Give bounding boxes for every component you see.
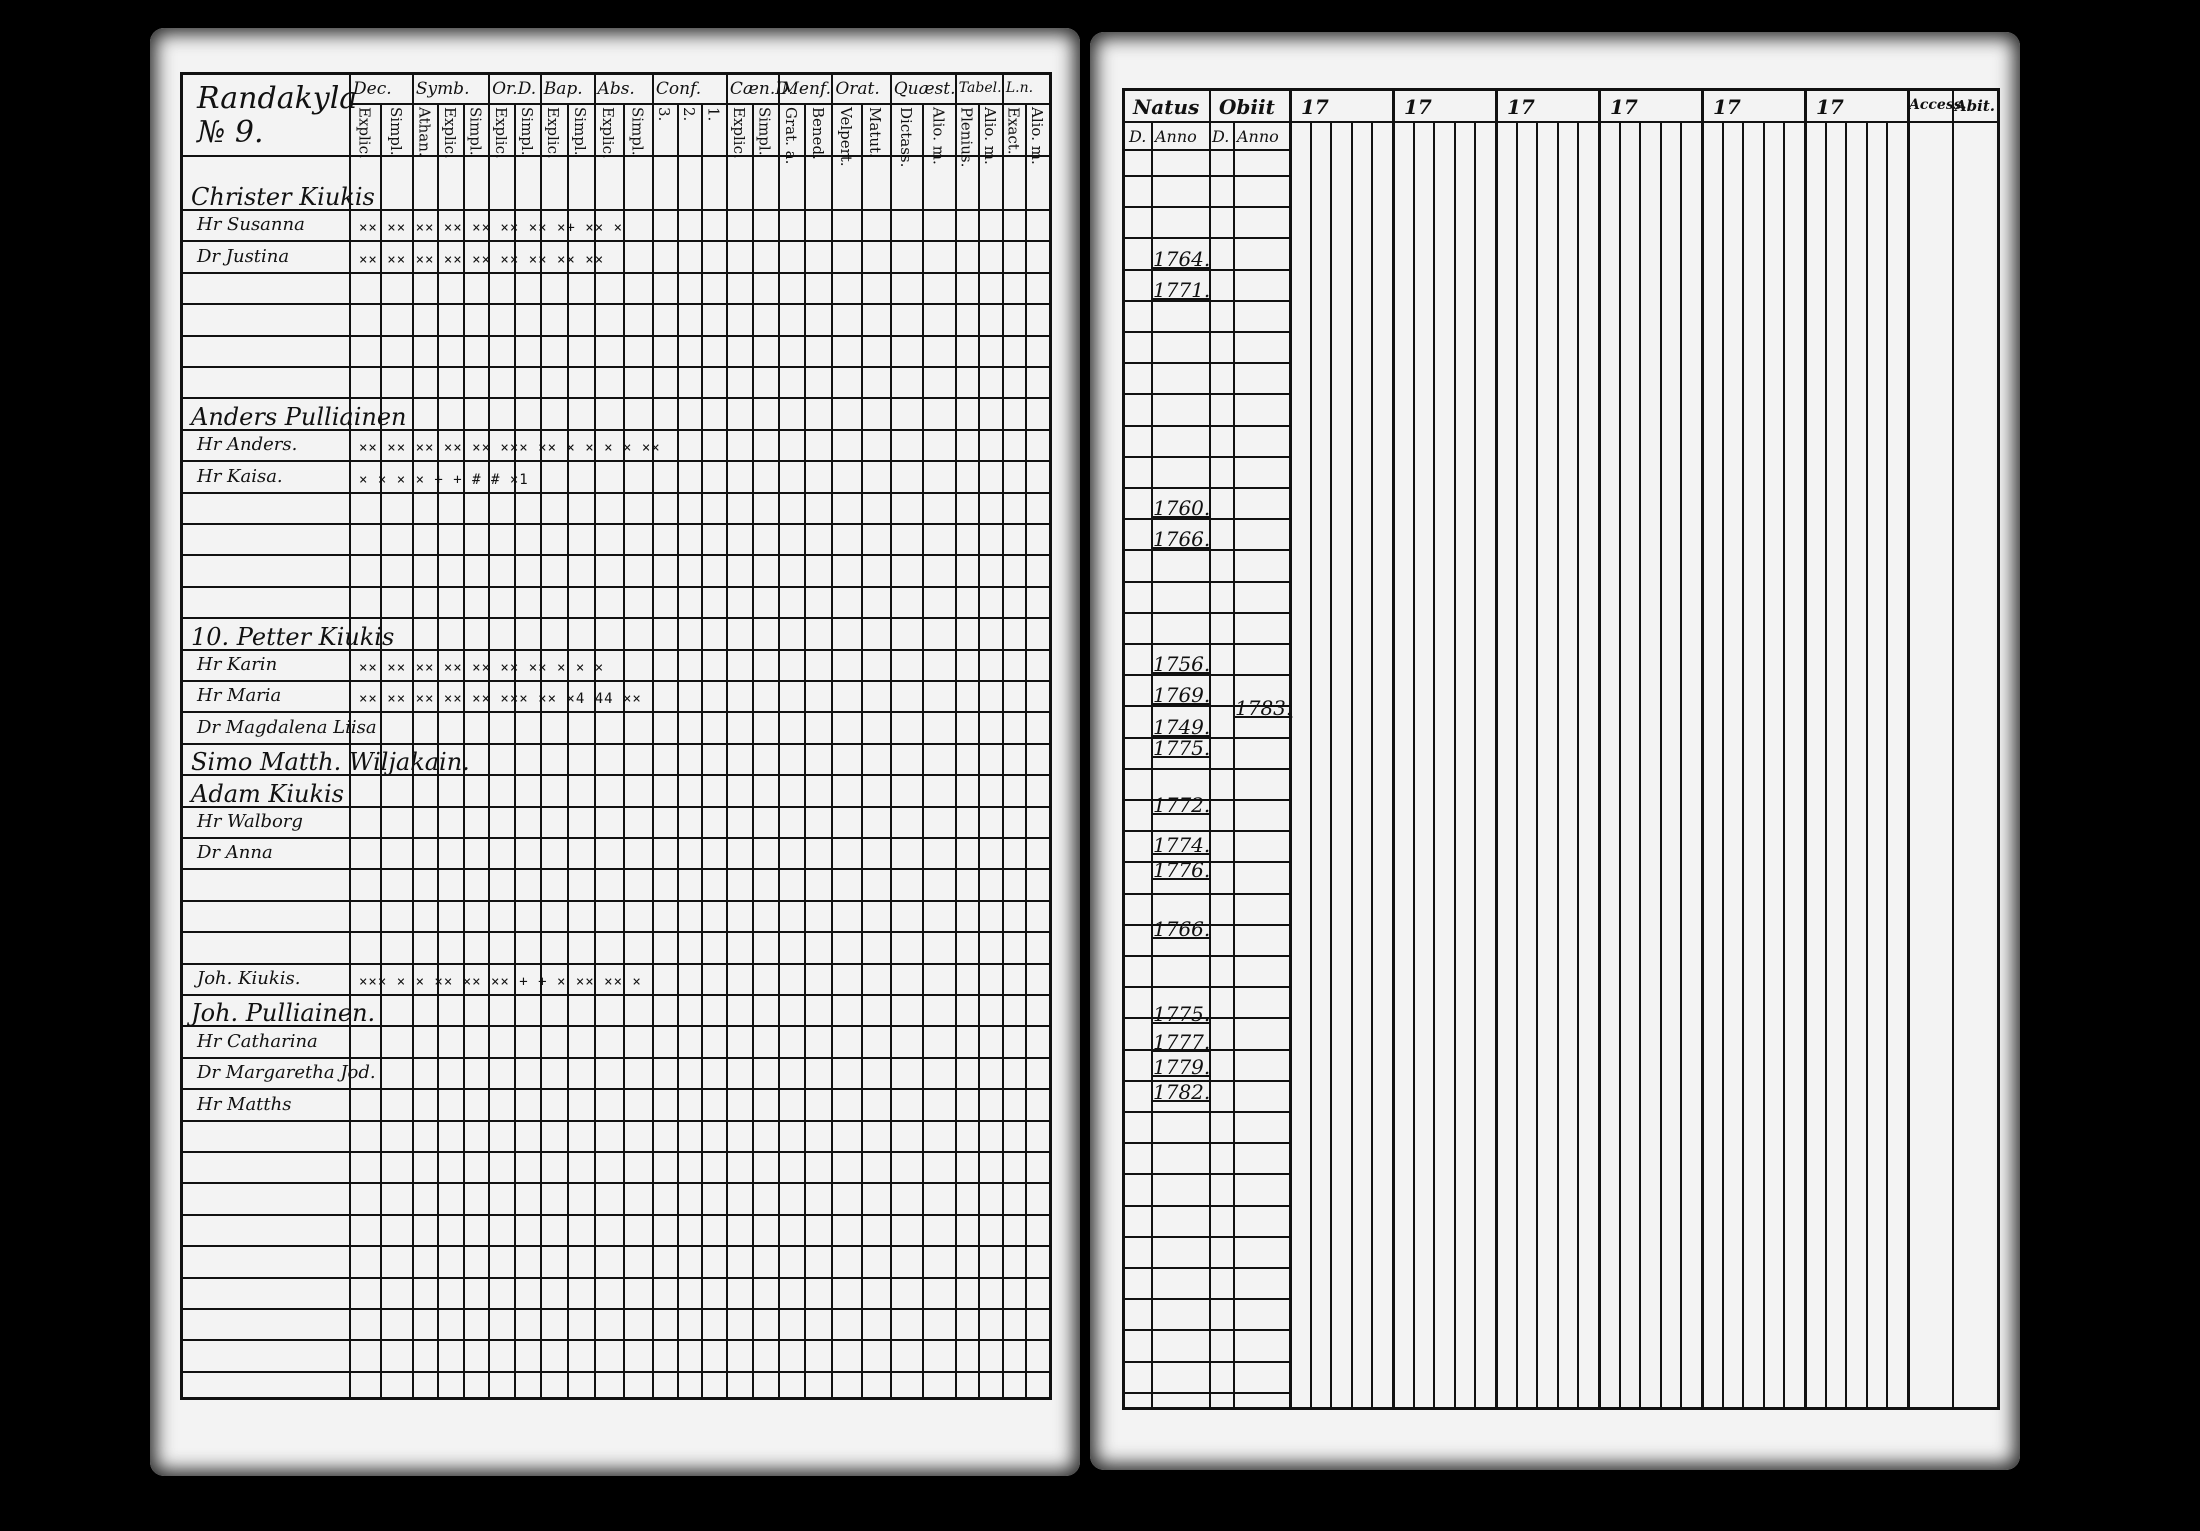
row-rule-27 <box>183 1057 1049 1059</box>
entry-marks-5: × × × × + + # # ×1 <box>359 471 529 488</box>
right-row-rule-23 <box>1125 893 1289 895</box>
row-rule-31 <box>183 1182 1049 1184</box>
right-row-rule-6 <box>1125 362 1289 364</box>
row-rule-23 <box>183 931 1049 933</box>
year-header-4: 17 <box>1713 95 1741 119</box>
column-sub-7-1: Bened. <box>808 107 827 160</box>
year-sub-divider-2-2 <box>1536 121 1538 1407</box>
sub-divider-2-1 <box>514 103 516 1397</box>
year-header-2: 17 <box>1507 95 1535 119</box>
column-sub-10-0: Plenius. <box>957 107 976 168</box>
birth-year-11: 1766. <box>1153 917 1211 942</box>
accessit-divider <box>1907 91 1910 1407</box>
column-sub-5-1: 2. <box>679 107 698 122</box>
right-row-rule-8 <box>1125 425 1289 427</box>
obiit-anno-header: Anno <box>1237 127 1279 146</box>
row-rule-36 <box>183 1339 1049 1341</box>
row-rule-24 <box>183 963 1049 965</box>
column-sub-8-0: Velpert. <box>836 107 855 167</box>
column-sub-3-1: Simpl. <box>571 107 590 156</box>
house-number: № 9. <box>197 115 264 150</box>
row-rule-4 <box>183 335 1049 337</box>
column-sub-3-0: Explic. <box>544 107 563 159</box>
column-head-4: Abs. <box>597 79 635 99</box>
year-sub-divider-5-3 <box>1866 121 1868 1407</box>
sub-divider-7-1 <box>804 103 806 1397</box>
column-sub-4-1: Simpl. <box>628 107 647 156</box>
birth-year-15: 1782. <box>1153 1079 1211 1104</box>
row-rule-35 <box>183 1308 1049 1310</box>
row-rule-37 <box>183 1371 1049 1373</box>
year-sub-divider-2-3 <box>1557 121 1559 1407</box>
year-block-divider-3 <box>1598 91 1601 1407</box>
natus-d-header: D. <box>1129 127 1147 146</box>
year-block-divider-1 <box>1392 91 1395 1407</box>
row-rule-22 <box>183 900 1049 902</box>
sub-divider-6-1 <box>752 103 754 1397</box>
column-sub-9-0: Dictass. <box>896 107 915 168</box>
column-sub-6-0: Explic. <box>729 107 748 159</box>
entry-name-3: Anders Pulliainen <box>191 402 407 431</box>
birth-year-8: 1772. <box>1153 792 1211 817</box>
row-rule-15 <box>183 680 1049 682</box>
sub-divider-4-1 <box>623 103 625 1397</box>
right-row-rule-26 <box>1125 986 1289 988</box>
right-row-rule-25 <box>1125 955 1289 957</box>
right-row-rule-38 <box>1125 1361 1289 1363</box>
right-row-rule-39 <box>1125 1392 1289 1394</box>
sub-divider-11-1 <box>1025 103 1027 1397</box>
column-sub-1-1: Explic. <box>440 107 459 159</box>
year-sub-divider-2-1 <box>1516 121 1518 1407</box>
year-sub-divider-0-3 <box>1351 121 1353 1407</box>
entry-name-8: Hr Maria <box>197 685 282 707</box>
year-sub-divider-3-1 <box>1619 121 1621 1407</box>
right-row-rule-9 <box>1125 456 1289 458</box>
column-sub-2-0: Explic. <box>492 107 510 159</box>
column-sub-1-2: Simpl. <box>466 107 485 156</box>
death-year: 1783. <box>1235 695 1293 720</box>
right-row-rule-2 <box>1125 237 1289 239</box>
right-row-rule-34 <box>1125 1236 1289 1238</box>
entry-name-17: Dr Margaretha Jod. <box>197 1062 376 1084</box>
row-rule-25 <box>183 994 1049 996</box>
year-block-divider-2 <box>1495 91 1498 1407</box>
right-row-rule-35 <box>1125 1267 1289 1269</box>
row-rule-32 <box>183 1214 1049 1216</box>
natus-anno-header: Anno <box>1155 127 1197 146</box>
entry-name-10: Simo Matth. Wiljakain. <box>191 748 470 777</box>
entry-name-9: Dr Magdalena Liisa <box>197 716 377 738</box>
column-sub-1-0: Athan. <box>415 107 434 157</box>
column-sub-5-2: 1. <box>704 107 723 122</box>
entry-name-5: Hr Kaisa. <box>197 465 283 487</box>
column-head-10: Tabel. <box>958 80 1002 96</box>
year-sub-divider-4-2 <box>1742 121 1744 1407</box>
column-sub-10-1: Alio. m. <box>981 107 1000 165</box>
natus-header: Natus <box>1133 95 1200 119</box>
sub-divider-5-2 <box>701 103 703 1397</box>
column-head-6: Cæn.D. <box>729 79 794 99</box>
year-sub-divider-1-1 <box>1413 121 1415 1407</box>
sub-divider-8-1 <box>861 103 863 1397</box>
row-rule-12 <box>183 586 1049 588</box>
entry-name-15: Joh. Pulliainen. <box>191 999 376 1028</box>
entry-name-18: Hr Matths <box>197 1093 292 1115</box>
abiit-header: Abit. <box>1955 97 1995 115</box>
right-row-rule-14 <box>1125 612 1289 614</box>
column-sub-6-1: Simpl. <box>755 107 774 156</box>
year-header-1: 17 <box>1404 95 1432 119</box>
year-sub-divider-0-4 <box>1371 121 1373 1407</box>
column-head-11: L.n. <box>1005 80 1034 96</box>
entry-marks-7: ×× ×× ×× ×× ×× ×× ×× × × × <box>359 660 605 676</box>
column-sub-7-0: Grat. a. <box>781 107 800 165</box>
year-sub-divider-5-1 <box>1825 121 1827 1407</box>
right-row-rule-1 <box>1125 206 1289 208</box>
right-row-rule-13 <box>1125 581 1289 583</box>
right-subheader-rule <box>1125 149 1289 151</box>
village-name: Randakyla <box>197 81 358 116</box>
birth-year-3: 1766. <box>1153 527 1211 552</box>
entry-marks-1: ×× ×× ×× ×× ×× ×× ×× ×+ ×× × <box>359 220 624 237</box>
right-fixed-divider-2 <box>1233 121 1235 1407</box>
year-sub-divider-3-3 <box>1660 121 1662 1407</box>
year-block-divider-4 <box>1701 91 1704 1407</box>
abiit-divider <box>1952 91 1954 1407</box>
row-rule-30 <box>183 1151 1049 1153</box>
row-rule-28 <box>183 1088 1049 1090</box>
entry-marks-8: ×× ×× ×× ×× ×× ××× ×× ×4 44 ×× <box>359 691 642 708</box>
right-row-rule-19 <box>1125 768 1289 770</box>
column-sub-8-1: Matut. <box>866 107 885 158</box>
column-head-2: Or.D. <box>492 79 537 99</box>
birth-year-12: 1775. <box>1153 1001 1211 1026</box>
column-sub-5-0: 3. <box>655 107 674 122</box>
row-rule-6 <box>183 397 1049 399</box>
entry-name-11: Adam Kiukis <box>191 779 344 808</box>
entry-name-12: Hr Walborg <box>197 811 303 832</box>
right-register-page <box>1090 32 2020 1470</box>
column-head-9: Quæst. <box>893 79 956 99</box>
column-sub-11-1: Alio. m. <box>1028 107 1047 165</box>
row-rule-21 <box>183 868 1049 870</box>
row-rule-5 <box>183 366 1049 368</box>
row-rule-3 <box>183 303 1049 305</box>
column-head-7: Menf. <box>781 79 832 99</box>
birth-year-2: 1760. <box>1153 496 1211 521</box>
row-rule-17 <box>183 743 1049 745</box>
year-sub-divider-2-4 <box>1577 121 1579 1407</box>
birth-year-13: 1777. <box>1153 1029 1211 1054</box>
year-block-divider-0 <box>1289 91 1292 1407</box>
row-rule-9 <box>183 492 1049 494</box>
column-head-1: Symb. <box>415 79 470 99</box>
entry-name-7: Hr Karin <box>197 654 278 675</box>
birth-year-0: 1764. <box>1153 246 1211 271</box>
right-row-rule-30 <box>1125 1111 1289 1113</box>
right-row-rule-0 <box>1125 175 1289 177</box>
right-row-rule-10 <box>1125 487 1289 489</box>
entry-name-6: 10. Petter Kiukis <box>191 622 395 651</box>
entry-name-0: Christer Kiukis <box>191 183 375 211</box>
year-sub-divider-0-2 <box>1330 121 1332 1407</box>
entry-name-16: Hr Catharina <box>197 1030 318 1052</box>
sub-divider-9-1 <box>922 103 924 1397</box>
year-sub-divider-5-4 <box>1886 121 1888 1407</box>
year-sub-divider-1-3 <box>1454 121 1456 1407</box>
year-header-5: 17 <box>1816 95 1844 119</box>
right-fixed-divider-0 <box>1151 121 1153 1407</box>
column-head-5: Conf. <box>655 79 702 99</box>
row-rule-1 <box>183 240 1049 242</box>
left-register-grid <box>180 72 1052 1400</box>
year-sub-divider-4-3 <box>1763 121 1765 1407</box>
year-sub-divider-3-4 <box>1680 121 1682 1407</box>
entry-name-2: Dr Justina <box>197 245 290 267</box>
right-row-rule-37 <box>1125 1329 1289 1331</box>
header-rule <box>349 103 1049 105</box>
column-sub-4-0: Explic. <box>599 107 618 159</box>
birth-year-14: 1779. <box>1153 1054 1211 1079</box>
column-head-3: Bap. <box>543 79 583 99</box>
entry-marks-14: ××× × × ×× ×× ×× + + × ×× ×× × <box>359 974 642 990</box>
right-row-rule-33 <box>1125 1205 1289 1207</box>
row-rule-34 <box>183 1277 1049 1279</box>
right-register-grid <box>1122 88 2000 1410</box>
obiit-d-header: D. <box>1212 127 1230 146</box>
row-rule-2 <box>183 272 1049 274</box>
right-row-rule-7 <box>1125 393 1289 395</box>
column-head-8: Orat. <box>835 79 880 99</box>
birth-year-9: 1774. <box>1153 833 1211 858</box>
sub-divider-3-1 <box>567 103 569 1397</box>
sub-divider-5-1 <box>677 103 679 1397</box>
right-row-rule-15 <box>1125 643 1289 645</box>
birth-year-6: 1749. <box>1153 714 1211 739</box>
right-row-rule-32 <box>1125 1173 1289 1175</box>
column-sub-11-0: Exact. <box>1004 107 1023 155</box>
row-rule-16 <box>183 711 1049 713</box>
row-rule-13 <box>183 617 1049 619</box>
year-sub-divider-1-2 <box>1433 121 1435 1407</box>
entry-name-13: Dr Anna <box>197 842 273 864</box>
birth-year-7: 1775. <box>1153 736 1211 761</box>
year-sub-divider-3-2 <box>1639 121 1641 1407</box>
row-rule-33 <box>183 1245 1049 1247</box>
birth-year-10: 1776. <box>1153 858 1211 883</box>
entry-name-14: Joh. Kiukis. <box>197 968 301 989</box>
row-rule-10 <box>183 523 1049 525</box>
birth-year-1: 1771. <box>1153 277 1211 302</box>
right-row-rule-5 <box>1125 331 1289 333</box>
column-sub-0-0: Explic. <box>355 107 374 159</box>
column-sub-9-1: Alio. m. <box>929 107 948 165</box>
column-sub-2-1: Simpl. <box>517 107 536 156</box>
year-header-3: 17 <box>1610 95 1638 119</box>
row-rule-20 <box>183 837 1049 839</box>
sub-divider-10-1 <box>978 103 980 1397</box>
row-rule-11 <box>183 554 1049 556</box>
right-row-rule-21 <box>1125 830 1289 832</box>
year-block-divider-5 <box>1804 91 1807 1407</box>
column-sub-0-1: Simpl. <box>387 107 406 156</box>
right-row-rule-36 <box>1125 1298 1289 1300</box>
accessit-header: Access. <box>1909 97 1967 113</box>
year-sub-divider-1-4 <box>1474 121 1476 1407</box>
birth-year-4: 1756. <box>1153 652 1211 677</box>
left-register-page <box>150 28 1080 1476</box>
row-rule-8 <box>183 460 1049 462</box>
column-head-0: Dec. <box>353 79 392 99</box>
birth-year-5: 1769. <box>1153 683 1211 708</box>
entry-marks-2: ×× ×× ×× ×× ×× ×× ×× ×× ×× <box>359 251 605 268</box>
year-header-0: 17 <box>1301 95 1329 119</box>
entry-name-4: Hr Anders. <box>197 434 298 456</box>
year-sub-divider-4-4 <box>1783 121 1785 1407</box>
year-sub-divider-4-1 <box>1722 121 1724 1407</box>
year-sub-divider-0-1 <box>1310 121 1312 1407</box>
entry-marks-4: ×× ×× ×× ×× ×× ××× ×× × × × × ×× <box>359 440 661 457</box>
right-row-rule-31 <box>1125 1142 1289 1144</box>
obiit-header: Obiit <box>1219 95 1275 119</box>
year-sub-divider-5-2 <box>1845 121 1847 1407</box>
row-rule-29 <box>183 1120 1049 1122</box>
entry-name-1: Hr Susanna <box>197 214 305 236</box>
